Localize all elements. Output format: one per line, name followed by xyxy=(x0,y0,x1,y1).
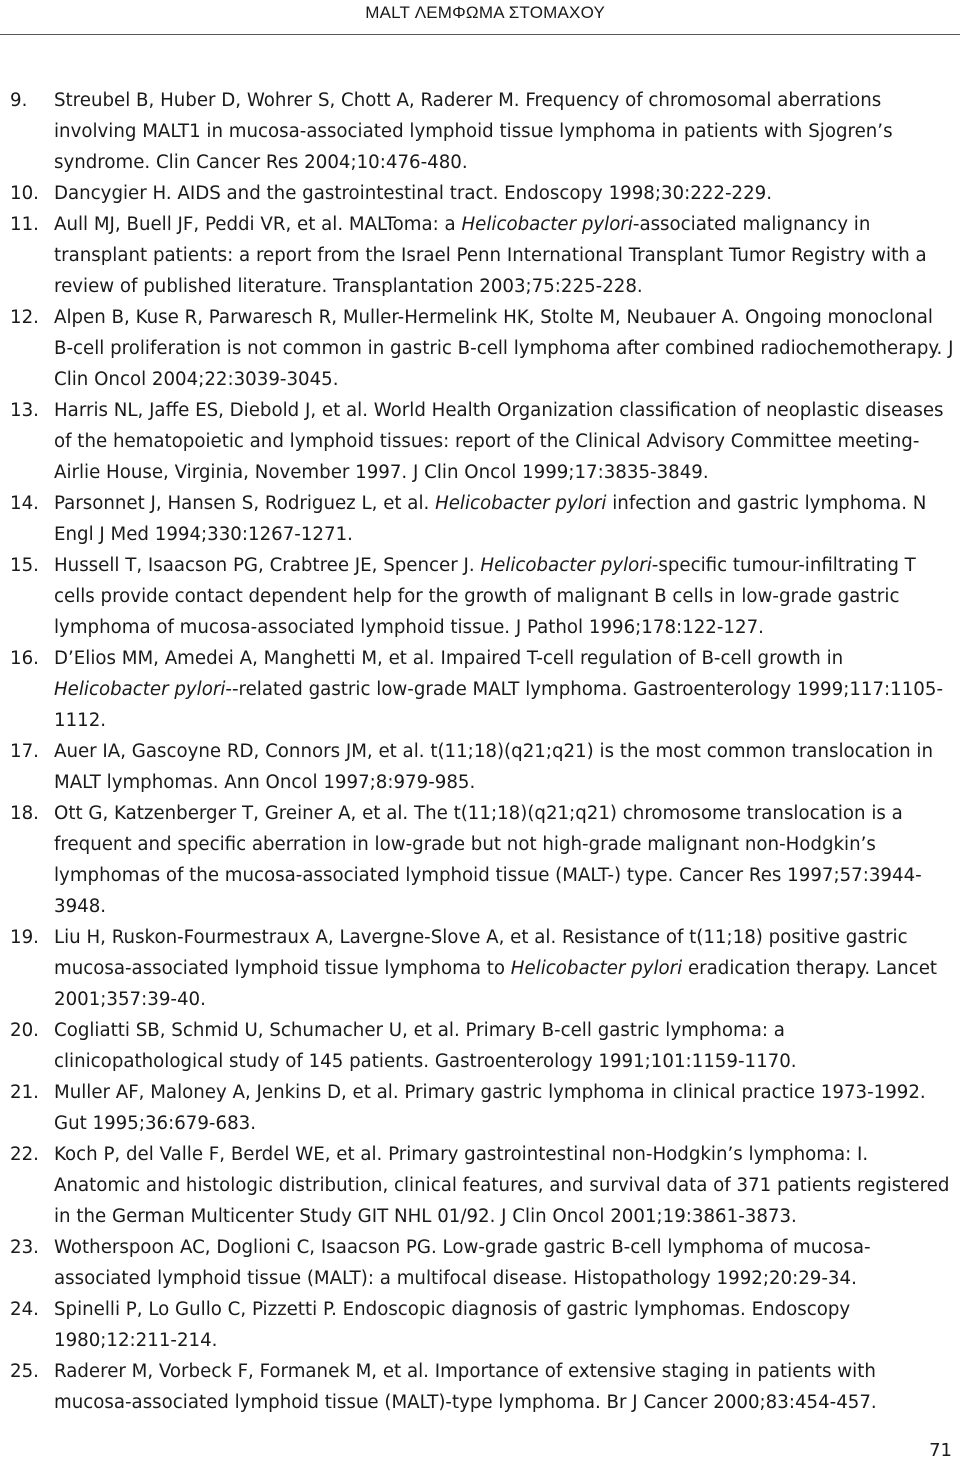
reference-item xyxy=(0,1015,954,1077)
reference-text xyxy=(54,1144,949,1227)
reference-number: 22. xyxy=(10,1144,39,1165)
reference-segment: eradication therapy. Lancet 2001;357:39-40. xyxy=(54,958,938,1010)
reference-number: 23. xyxy=(10,1237,39,1258)
reference-number: 10. xyxy=(10,183,39,204)
italic-species-name: Helicobacter pylori xyxy=(480,555,652,576)
reference-segment: Aull MJ, Buell JF, Peddi VR, et al. MALToma: a xyxy=(54,214,462,235)
reference-list xyxy=(0,85,960,1418)
reference-number: 14. xyxy=(10,493,39,514)
reference-text xyxy=(54,1237,871,1289)
reference-text xyxy=(54,555,916,638)
reference-segment: Harris NL, Jaffe ES, Diebold J, et al. World Health Organization classification of neoplastic diseases of the hematopoietic and lymphoid tissues: report of the Clinical Advisory Committee meeting-Airlie House, Virginia, November 1997. J Clin Oncol 1999;17:3835-3849. xyxy=(54,400,944,483)
reference-item xyxy=(0,550,954,643)
reference-segment: --related gastric low-grade MALT lymphoma. Gastroenterology 1999;117:1105-1112. xyxy=(54,679,944,731)
page-number: 71 xyxy=(929,1440,952,1461)
reference-number: 25. xyxy=(10,1361,39,1382)
reference-segment: -specific tumour-infiltrating T cells provide contact dependent help for the growth of malignant B cells in low-grade gastric lymphoma of mucosa-associated lymphoid tissue. J Pathol 1996;178:122-127. xyxy=(54,555,916,638)
reference-number: 24. xyxy=(10,1299,39,1320)
reference-number: 12. xyxy=(10,307,39,328)
italic-species-name: Helicobacter pylori xyxy=(510,958,683,979)
reference-item xyxy=(0,302,954,395)
reference-segment: Hussell T, Isaacson PG, Crabtree JE, Spencer J. xyxy=(54,555,481,576)
running-title: MALT ΛΕΜΦΩΜΑ ΣΤΟΜΑΧΟΥ xyxy=(365,3,605,22)
reference-segment: Parsonnet J, Hansen S, Rodriguez L, et al. xyxy=(54,493,436,514)
reference-segment: Alpen B, Kuse R, Parwaresch R, Muller-Hermelink HK, Stolte M, Neubauer A. Ongoing monoclonal B-cell proliferation is not common in gastric B-cell lymphoma after combined radiochemotherapy. J Clin Oncol 2004;22:3039-3045. xyxy=(54,307,954,390)
reference-item xyxy=(0,488,954,550)
reference-text xyxy=(54,183,772,204)
reference-item xyxy=(0,85,954,178)
reference-segment: Raderer M, Vorbeck F, Formanek M, et al. Importance of extensive staging in patients with mucosa-associated lymphoid tissue (MALT)-type lymphoma. Br J Cancer 2000;83:454-457. xyxy=(54,1361,877,1413)
reference-text xyxy=(54,307,953,390)
reference-text xyxy=(54,741,933,793)
reference-item xyxy=(0,1232,954,1294)
reference-segment: Streubel B, Huber D, Wohrer S, Chott A, Raderer M. Frequency of chromosomal aberrations involving MALT1 in mucosa-associated lymphoid tissue lymphoma in patients with Sjogren’s syndrome. Clin Cancer Res 2004;10:476-480. xyxy=(54,90,893,173)
reference-segment: infection and gastric lymphoma. N Engl J Med 1994;330:1267-1271. xyxy=(54,493,927,545)
reference-number: 18. xyxy=(10,803,39,824)
reference-number: 19. xyxy=(10,927,39,948)
reference-number: 16. xyxy=(10,648,39,669)
reference-number: 11. xyxy=(10,214,39,235)
italic-species-name: Helicobacter pylori xyxy=(435,493,607,514)
italic-species-name: Helicobacter pylori xyxy=(54,679,226,700)
reference-item xyxy=(0,395,954,488)
reference-number: 21. xyxy=(10,1082,39,1103)
reference-segment: D’Elios MM, Amedei A, Manghetti M, et al. Impaired T-cell regulation of B-cell growth in xyxy=(54,648,844,669)
reference-segment: Muller AF, Maloney A, Jenkins D, et al. Primary gastric lymphoma in clinical practice 1973-1992. Gut 1995;36:679-683. xyxy=(54,1082,926,1134)
reference-number: 15. xyxy=(10,555,39,576)
reference-segment: Ott G, Katzenberger T, Greiner A, et al. The t(11;18)(q21;q21) chromosome translocation is a frequent and specific aberration in low-grade but not high-grade malignant non-Hodgkin’s lymphomas of the mucosa-associated lymphoid tissue (MALT-) type. Cancer Res 1997;57:3944-3948. xyxy=(54,803,922,917)
reference-text xyxy=(54,803,922,917)
reference-item xyxy=(0,178,954,209)
reference-item xyxy=(0,1356,954,1418)
header-rule xyxy=(0,34,960,35)
reference-item xyxy=(0,922,954,1015)
reference-item xyxy=(0,1294,954,1356)
reference-item xyxy=(0,1077,954,1139)
reference-text xyxy=(54,1361,877,1413)
reference-item xyxy=(0,798,954,922)
reference-number: 9. xyxy=(10,90,28,111)
reference-text xyxy=(54,214,927,297)
reference-segment: Dancygier H. AIDS and the gastrointestinal tract. Endoscopy 1998;30:222-229. xyxy=(54,183,773,204)
reference-text xyxy=(54,90,893,173)
reference-text xyxy=(54,493,926,545)
italic-species-name: Helicobacter pylori xyxy=(461,214,633,235)
reference-text xyxy=(54,1299,850,1351)
reference-number: 20. xyxy=(10,1020,39,1041)
reference-text xyxy=(54,648,943,731)
reference-segment: Wotherspoon AC, Doglioni C, Isaacson PG. Low-grade gastric B-cell lymphoma of mucosa-associated lymphoid tissue (MALT): a multifocal disease. Histopathology 1992;20:29-34. xyxy=(54,1237,871,1289)
reference-item xyxy=(0,643,954,736)
reference-text xyxy=(54,927,937,1010)
page-header xyxy=(0,0,960,36)
reference-number: 17. xyxy=(10,741,39,762)
reference-segment: Koch P, del Valle F, Berdel WE, et al. Primary gastrointestinal non-Hodgkin’s lymphoma: I. Anatomic and histologic distribution, clinical features, and survival data of 371 patients registered in the German Multicenter Study GIT NHL 01/92. J Clin Oncol 2001;19:3861-3873. xyxy=(54,1144,950,1227)
reference-item xyxy=(0,736,954,798)
reference-item xyxy=(0,1139,954,1232)
reference-segment: Cogliatti SB, Schmid U, Schumacher U, et al. Primary B-cell gastric lymphoma: a clinicopathological study of 145 patients. Gastroenterology 1991;101:1159-1170. xyxy=(54,1020,797,1072)
reference-text xyxy=(54,400,944,483)
reference-segment: Liu H, Ruskon-Fourmestraux A, Lavergne-Slove A, et al. Resistance of t(11;18) positive gastric mucosa-associated lymphoid tissue lymphoma to xyxy=(54,927,908,979)
reference-segment: Spinelli P, Lo Gullo C, Pizzetti P. Endoscopic diagnosis of gastric lymphomas. Endoscopy 1980;12:211-214. xyxy=(54,1299,851,1351)
reference-text xyxy=(54,1082,926,1134)
reference-segment: -associated malignancy in transplant patients: a report from the Israel Penn International Transplant Tumor Registry with a review of published literature. Transplantation 2003;75:225-228. xyxy=(54,214,927,297)
reference-text xyxy=(54,1020,797,1072)
reference-segment: Auer IA, Gascoyne RD, Connors JM, et al. t(11;18)(q21;q21) is the most common translocation in MALT lymphomas. Ann Oncol 1997;8:979-985. xyxy=(54,741,933,793)
reference-item xyxy=(0,209,954,302)
reference-number: 13. xyxy=(10,400,39,421)
